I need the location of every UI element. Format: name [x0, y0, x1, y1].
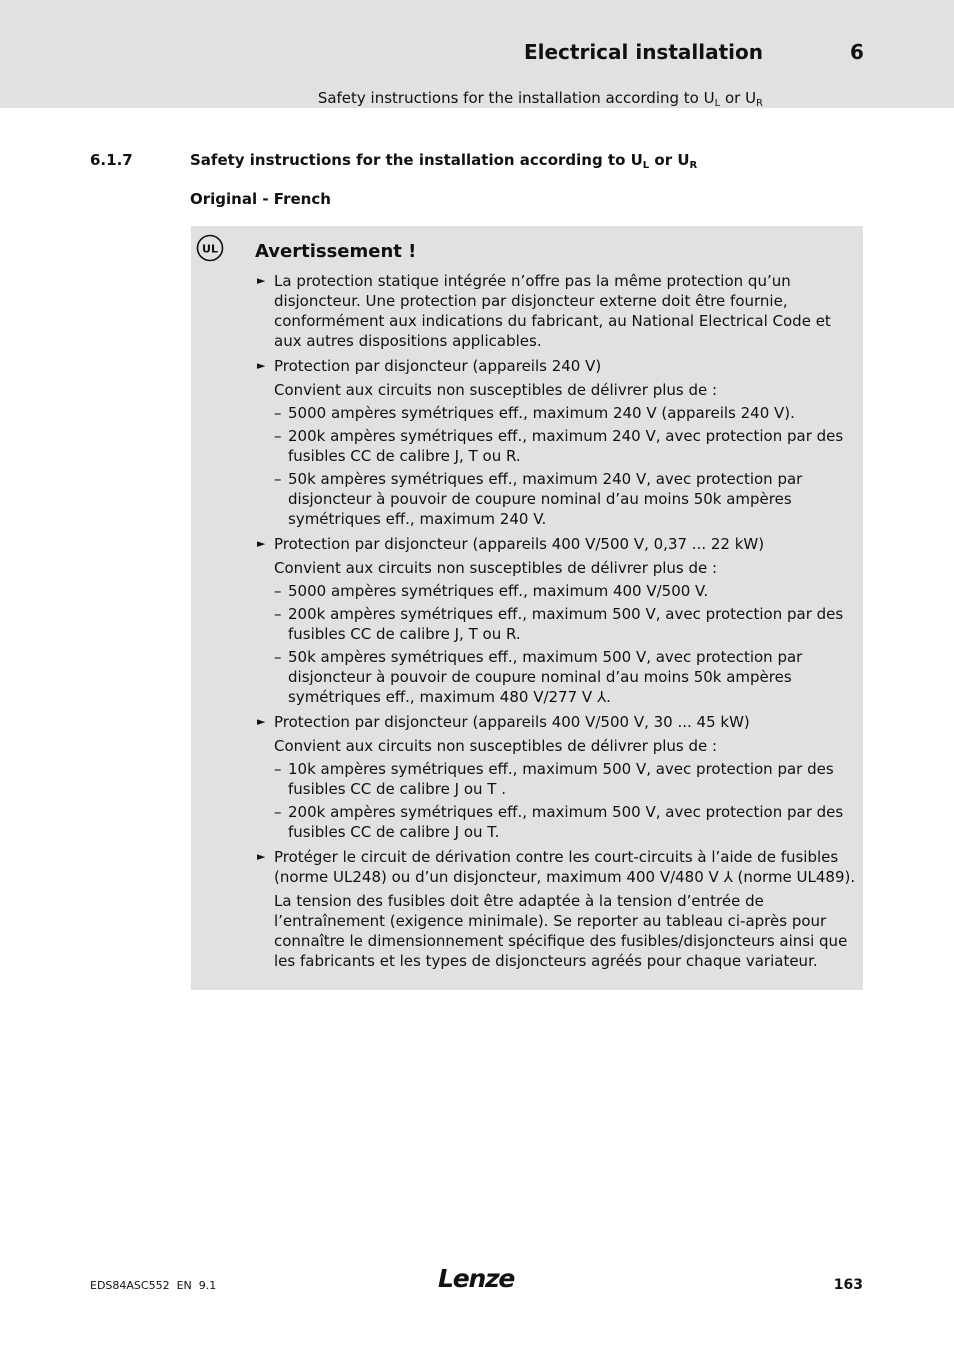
- list-item-text: 200k ampères symétriques eff., maximum 500 V, avec protection par des fusibles CC de calibre J, T ou R.: [288, 605, 844, 643]
- section-title-text: Safety instructions for the installation according to U: [190, 151, 643, 169]
- dash-marker: –: [274, 760, 282, 778]
- dash-marker: –: [274, 470, 282, 488]
- section-number: 6.1.7: [90, 151, 133, 169]
- dash-marker: –: [274, 582, 282, 600]
- list-item: [274, 759, 857, 799]
- warning-item-text: Protéger le circuit de dérivation contre les court-circuits à l’aide de fusibles (norme UL248) ou d’un disjoncteur, maximum 400 V/480 V ⅄ (norme UL489).: [274, 848, 856, 886]
- dash-marker: –: [274, 803, 282, 821]
- warning-title: Avertissement !: [255, 241, 417, 262]
- header-subtitle-subscript-l: L: [714, 98, 721, 109]
- dash-marker: –: [274, 404, 282, 422]
- list-item-text: 200k ampères symétriques eff., maximum 240 V, avec protection par des fusibles CC de calibre J, T ou R.: [288, 427, 844, 465]
- warning-item-text: Protection par disjoncteur (appareils 240 V): [274, 357, 602, 375]
- list-item-text: 5000 ampères symétriques eff., maximum 400 V/500 V.: [288, 582, 709, 600]
- section-title-subscript-l: L: [642, 160, 650, 171]
- header-band: [0, 0, 954, 108]
- dash-marker: –: [274, 648, 282, 666]
- page-number: 163: [833, 1277, 863, 1293]
- list-item: [274, 581, 857, 601]
- warning-item-intro: Convient aux circuits non susceptibles de délivrer plus de :: [274, 737, 718, 755]
- warning-item-400v-small: [257, 534, 857, 707]
- header-subtitle-text: Safety instructions for the installation according to U: [317, 89, 715, 107]
- list-item-text: 5000 ampères symétriques eff., maximum 240 V (appareils 240 V).: [288, 404, 795, 422]
- section-title: [190, 151, 697, 169]
- list-item: [274, 469, 857, 529]
- original-language-label: Original - French: [190, 190, 331, 208]
- warning-box: [191, 226, 863, 990]
- section-title-connector: or U: [649, 151, 690, 169]
- header-subtitle: [318, 89, 763, 107]
- header-subtitle-subscript-r: R: [756, 98, 763, 109]
- bullet-arrow-icon: ►: [257, 537, 266, 550]
- warning-item-static-protection: [257, 271, 857, 351]
- warning-item-branch-circuit: [257, 847, 857, 971]
- bullet-arrow-icon: ►: [257, 850, 266, 863]
- dash-marker: –: [274, 427, 282, 445]
- warning-list: [257, 271, 857, 976]
- list-item-text: 50k ampères symétriques eff., maximum 240 V, avec protection par disjoncteur à pouvoir de coupure nominal d’au moins 50k ampères symétriques eff., maximum 240 V.: [288, 470, 803, 528]
- list-item: [274, 647, 857, 707]
- warning-item-text: Protection par disjoncteur (appareils 400 V/500 V, 0,37 ... 22 kW): [274, 535, 765, 553]
- lenze-logo: Lenze: [438, 1264, 515, 1293]
- bullet-arrow-icon: ►: [257, 274, 266, 287]
- ul-certification-icon: [196, 234, 224, 262]
- dash-marker: –: [274, 605, 282, 623]
- warning-item-400v-large: [257, 712, 857, 842]
- bullet-arrow-icon: ►: [257, 359, 266, 372]
- list-item-text: 200k ampères symétriques eff., maximum 500 V, avec protection par des fusibles CC de calibre J ou T.: [288, 803, 844, 841]
- list-item: [274, 403, 857, 423]
- warning-item-text: La protection statique intégrée n’offre pas la même protection qu’un disjoncteur. Une protection par disjoncteur externe doit être fournie, conformément aux indications du fabricant, au National Electrical Code et aux autres dispositions applicables.: [274, 272, 831, 350]
- warning-item-intro: Convient aux circuits non susceptibles de délivrer plus de :: [274, 381, 718, 399]
- list-item: [274, 802, 857, 842]
- bullet-arrow-icon: ►: [257, 715, 266, 728]
- list-item-text: 50k ampères symétriques eff., maximum 500 V, avec protection par disjoncteur à pouvoir de coupure nominal d’au moins 50k ampères symétriques eff., maximum 480 V/277 V ⅄.: [288, 648, 803, 706]
- warning-item-note: La tension des fusibles doit être adaptée à la tension d’entrée de l’entraînement (exigence minimale). Se reporter au tableau ci-après pour connaître le dimensionnement spécifique des fusibles/disjoncteurs ainsi que les fabricants et les types de disjoncteurs agréés pour chaque variateur.: [274, 892, 848, 970]
- chapter-number: 6: [850, 40, 864, 64]
- chapter-title: Electrical installation: [523, 40, 763, 64]
- header-subtitle-connector: or U: [720, 89, 757, 107]
- list-item: [274, 604, 857, 644]
- warning-item-intro: Convient aux circuits non susceptibles de délivrer plus de :: [274, 559, 718, 577]
- section-title-subscript-r: R: [689, 160, 698, 171]
- list-item: [274, 426, 857, 466]
- warning-item-text: Protection par disjoncteur (appareils 400 V/500 V, 30 ... 45 kW): [274, 713, 750, 731]
- list-item-text: 10k ampères symétriques eff., maximum 500 V, avec protection par des fusibles CC de calibre J ou T .: [288, 760, 834, 798]
- warning-item-240v: [257, 356, 857, 529]
- ul-icon-text: UL: [202, 242, 218, 256]
- document-id: EDS84ASC552 EN 9.1: [90, 1279, 217, 1292]
